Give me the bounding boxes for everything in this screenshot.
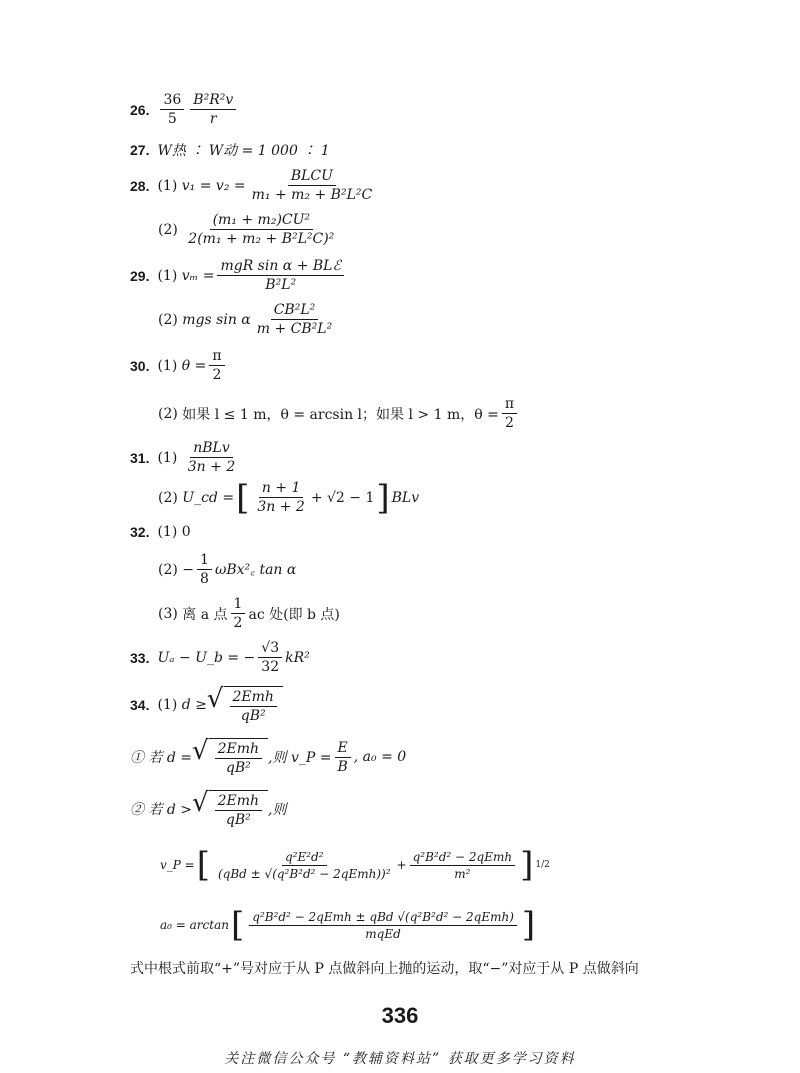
page-number: 336 [381, 1003, 419, 1028]
answer-30-part2: (2) 如果 l ≤ 1 m，θ = arcsin l；如果 l > 1 m，θ = $\frac{\pi}{2}$ [158, 396, 740, 431]
answer-34-case2: ② 若 d > √ $\frac{\text{2Emh}}{\text{qB²}}$ ,则 [130, 788, 287, 828]
a0-formula: a₀ = arctan [ $\frac{\text{q²B²d² − 2qEmh ± qBd √(q²B²d² − 2qEmh)}}{\text{mqEd}}$ ] [160, 905, 536, 945]
fraction: $\frac{\text{B²R²v}}{r}$ [190, 92, 236, 127]
answer-32-part3: (3) 离 a 点 $\frac{1}{2}$ ac 处(即 b 点) [158, 596, 340, 631]
answer-29-part2: (2) mgs sin α $\frac{\text{CB²L²}}{\text{m + CB²L²}}$ [158, 302, 333, 337]
explanation-text: 式中根式前取“+”号对应于从 P 点做斜向上抛的运动，取“−”对应于从 P 点做斜向 [130, 961, 639, 977]
answer-34-case1: ① 若 d = √ $\frac{\text{2Emh}}{\text{qB²}}$ ,则 v_P = $\frac{E}{B}$ , a₀ = 0 [130, 736, 407, 776]
answer-32-part2: (2) − $\frac{1}{8}$ ωBx²꜀ tan α [158, 552, 297, 587]
answer-29-part1: 29. (1) vₘ = $\frac{\text{mgR sin α + BLℰ}}{\text{B²L²}}$ [130, 258, 740, 293]
answer-32-part1: 32. (1) 0 [130, 524, 191, 540]
answer-31-part2: (2) U_cd = [ $\frac{n + 1}{3n + 2}$ + √2 − 1 ] BLv [158, 477, 420, 518]
footer-watermark: 关注微信公众号 “教辅资料站” 获取更多学习资料 [224, 1051, 576, 1067]
answer-30-part1: 30. (1) θ = $\frac{\pi}{2}$ [130, 348, 740, 383]
answer-28-part1: 28. (1) v₁ = v₂ = $\frac{\text{BLCU}}{\text{m₁ + m₂ + B²L²C}}$ [130, 168, 373, 203]
vp-formula: v_P = [ $\frac{\text{q²E²d²}}{\text{(qBd ± √(q²B²d² − 2qEmh))²}}$ + $\frac{\text{q²B²d² − 2qEmh}}{\text{m²}}$ ] 1/2 [160, 845, 550, 885]
answer-31-part1: 31. (1) $\frac{\text{nBLv}}{3n + 2}$ [130, 440, 236, 475]
fraction: $\frac{36}{5}$ [160, 92, 184, 127]
answer-27: 27. W热 ∶ W动 = 1 000 ∶ 1 [130, 142, 330, 159]
answer-26: 26. $\frac{36}{5}$ $\frac{\text{B²R²v}}{r}$ [130, 92, 740, 127]
answer-28-part2: (2) $\frac{\text{(m₁ + m₂)CU²}}{\text{2(m₁ + m₂ + B²L²C)²}}$ [158, 212, 335, 247]
answer-33: 33. Uₐ − U_b = − $\frac{√3}{32}$ kR² [130, 640, 310, 675]
answer-34-part1: 34. (1) d ≥ √ $\frac{\text{2Emh}}{\text{qB²}}$ [130, 686, 740, 724]
